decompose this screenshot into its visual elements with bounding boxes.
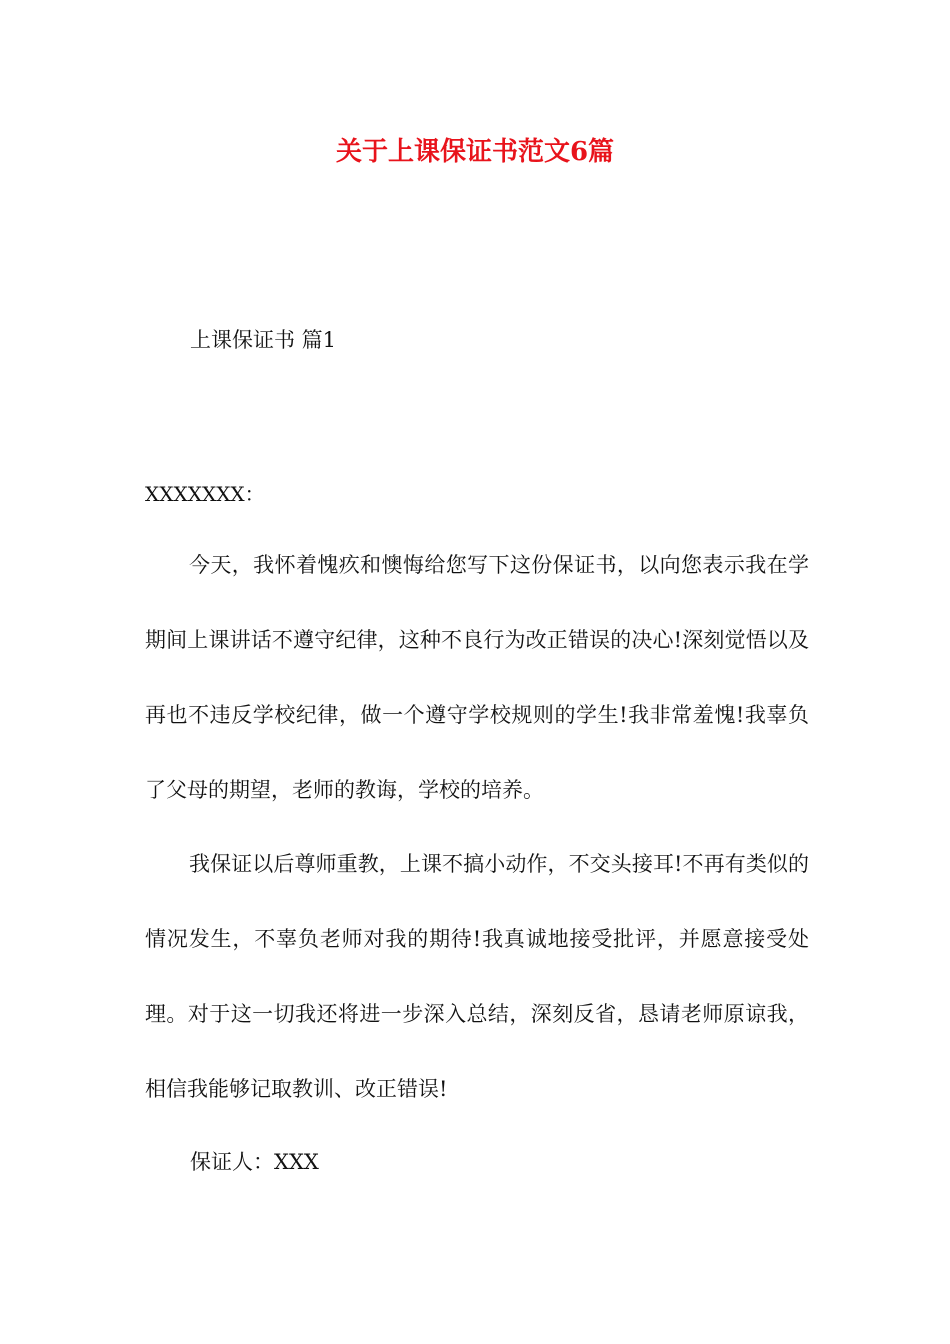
- page-title: 关于上课保证书范文6篇: [335, 137, 615, 167]
- salutation: XXXXXXX：: [145, 482, 265, 506]
- body-paragraph-2: 我保证以后尊师重教，上课不搞小动作，不交头接耳!不再有类似的情况发生，不辜负老师对我的期待!我真诚地接受批评，并愿意接受处理。对于这一切我还将进一步深入总结，深刻反省，恳请老师原谅我，相信我能够记取教训、改正错误!: [145, 852, 809, 1101]
- signature-line: 保证人：XXX: [190, 1150, 319, 1174]
- body-paragraph-1: 今天，我怀着愧疚和懊悔给您写下这份保证书，以向您表示我在学期间上课讲话不遵守纪律，这种不良行为改正错误的决心!深刻觉悟以及再也不违反学校纪律，做一个遵守学校规则的学生!我非常羞愧!我辜负了父母的期望，老师的教诲，学校的培养。: [145, 553, 809, 802]
- section-heading: 上课保证书 篇1: [190, 328, 337, 352]
